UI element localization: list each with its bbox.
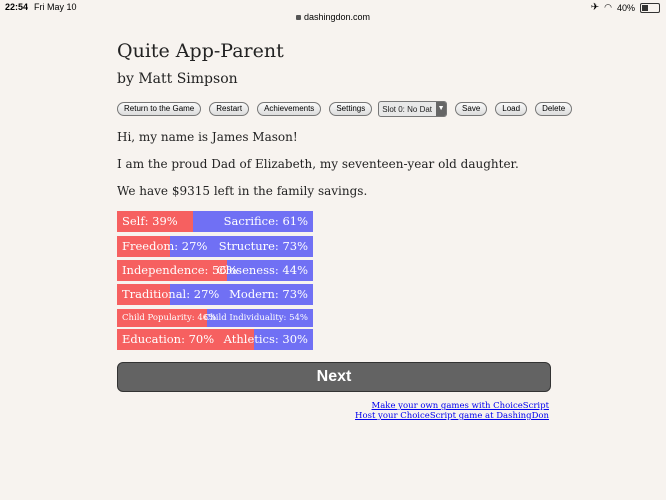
- restart-button[interactable]: Restart: [209, 102, 249, 116]
- stat-left-label: Child Popularity: 46%: [122, 313, 217, 323]
- choicescript-link[interactable]: Make your own games with ChoiceScript: [371, 401, 549, 411]
- stat-right-label: Structure: 73%: [218, 239, 308, 253]
- save-slot-select[interactable]: [378, 101, 447, 117]
- save-slot-value: Slot 0: No Dat: [382, 104, 433, 114]
- save-button[interactable]: Save: [455, 102, 487, 116]
- stat-right-label: Closeness: 44%: [216, 263, 308, 277]
- stat-right-label: Child Individuality: 54%: [203, 313, 308, 323]
- chevron-down-icon: ▼: [436, 102, 446, 116]
- stat-right-label: Sacrifice: 61%: [223, 214, 308, 228]
- load-button[interactable]: Load: [495, 102, 527, 116]
- battery-icon: [640, 3, 660, 13]
- toolbar: [117, 101, 580, 117]
- delete-button[interactable]: Delete: [535, 102, 572, 116]
- stat-bar-self-sacrifice: [117, 211, 313, 232]
- clock: 22:54: [5, 2, 29, 12]
- stat-bar-education-athletics: [117, 329, 313, 350]
- status-bar: [0, 0, 666, 26]
- stat-right-label: Modern: 73%: [229, 287, 308, 301]
- savings-text: We have $9315 left in the family savings.: [117, 184, 368, 198]
- page-title: Quite App-Parent: [117, 40, 284, 62]
- date: Fri May 10: [34, 2, 77, 12]
- stat-bar-freedom-structure: [117, 236, 313, 257]
- stat-bar-independence-closeness: [117, 260, 313, 281]
- family-text: I am the proud Dad of Elizabeth, my seventeen-year old daughter.: [117, 157, 519, 171]
- airplane-icon: ✈: [590, 2, 600, 13]
- dashingdon-host-link[interactable]: Host your ChoiceScript game at DashingDon: [355, 411, 549, 421]
- status-icons: [591, 2, 660, 13]
- author-line: by Matt Simpson: [117, 71, 238, 87]
- intro-text: Hi, my name is James Mason!: [117, 130, 298, 144]
- achievements-button[interactable]: Achievements: [257, 102, 321, 116]
- next-button[interactable]: Next: [117, 362, 551, 392]
- stat-left-label: Independence: 56%: [122, 263, 238, 277]
- wifi-icon: ◠: [604, 2, 612, 12]
- return-to-game-button[interactable]: Return to the Game: [117, 102, 201, 116]
- settings-button[interactable]: Settings: [329, 102, 372, 116]
- stat-bar-popularity-individuality: [117, 309, 313, 327]
- footer-links: [355, 401, 549, 421]
- stat-left-label: Freedom: 27%: [122, 239, 208, 253]
- stat-bar-traditional-modern: [117, 284, 313, 305]
- stat-left-label: Traditional: 27%: [122, 287, 220, 301]
- stat-left-label: Self: 39%: [122, 214, 178, 228]
- battery-percent: 40%: [616, 2, 635, 13]
- url-text: dashingdon.com: [303, 12, 371, 22]
- address-bar[interactable]: [0, 12, 666, 22]
- stat-right-label: Athletics: 30%: [223, 332, 308, 346]
- lock-icon: [296, 15, 301, 20]
- stat-left-label: Education: 70%: [122, 332, 215, 346]
